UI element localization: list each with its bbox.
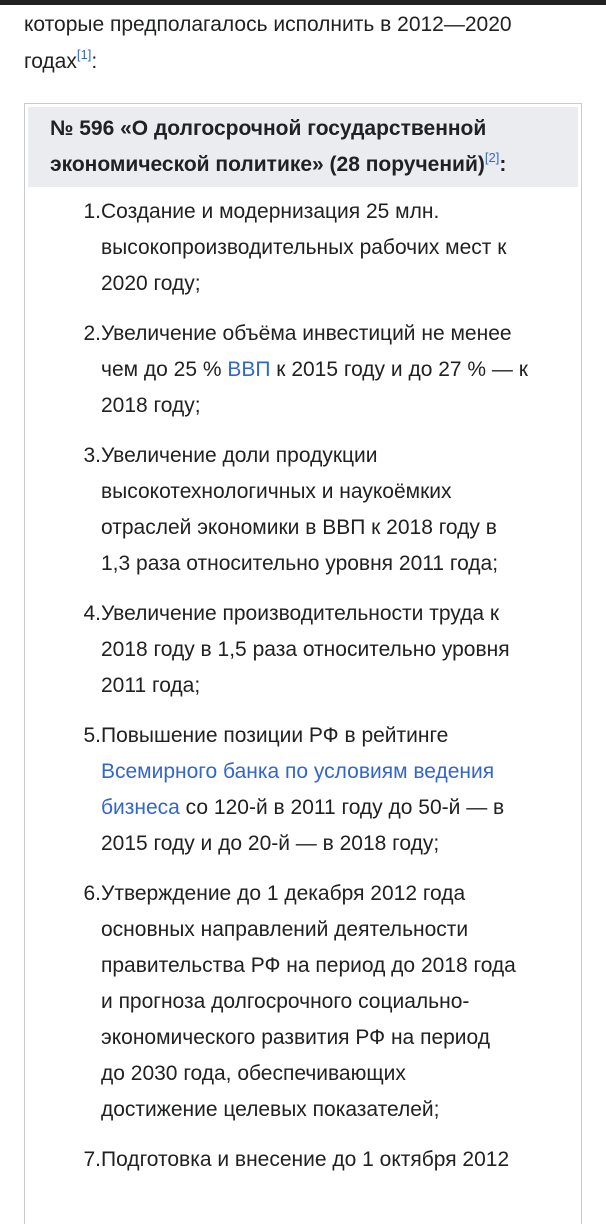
item-line [101,754,581,790]
item-number: 7. [83,1148,101,1171]
list-item [25,876,581,1128]
text-segment: со 120-й в 2011 году до 50-й — в [179,796,505,819]
text-segment: Утверждение до 1 декабря 2012 года [101,882,466,905]
item-line [101,1020,581,1056]
list-item [25,1142,581,1178]
wiki-link[interactable]: ВВП [227,358,271,381]
item-line [101,266,581,302]
text-segment: 2018 году; [101,394,201,417]
decree-title [28,107,578,187]
text-segment: 1,3 раза относительно уровня 2011 года; [101,552,499,575]
text-segment: 2018 году в 1,5 раза относительно уровня [101,638,510,661]
title-line: экономической политике» (28 поручений) [50,153,485,176]
item-line [101,912,581,948]
item-line [101,194,581,230]
text-segment: отраслей экономики в ВВП к 2018 году в [101,516,497,539]
item-line [101,388,581,424]
text-segment: правительства РФ на период до 2018 года [101,954,516,977]
item-number: 6. [83,882,101,905]
item-line [101,546,581,582]
text-segment: Увеличение доли продукции [101,444,378,467]
intro-paragraph [24,6,512,80]
item-line [101,316,581,352]
item-line [101,948,581,984]
text-segment: к 2015 году и до 27 % — к [270,358,528,381]
item-line [101,352,581,388]
wiki-link[interactable]: Всемирного банка по условиям ведения [101,760,495,783]
text-segment: высокопроизводительных рабочих мест к [101,236,507,259]
item-line [101,474,581,510]
text-segment: Повышение позиции РФ в рейтинге [101,724,449,747]
text-segment: Увеличение производительности труда к [101,602,500,625]
item-line [101,718,581,754]
item-line [101,632,581,668]
item-number: 1. [83,200,101,223]
colon: : [91,50,98,73]
item-line [101,668,581,704]
item-line [101,984,581,1020]
item-line [101,596,581,632]
colon: : [499,153,507,176]
item-number: 4. [83,602,101,625]
intro-line: которые предполагалось исполнить в 2012—2020 [24,13,512,36]
list-item [25,718,581,862]
text-segment: основных направлений деятельности [101,918,469,941]
text-segment: Подготовка и внесение до 1 октября 2012 [101,1148,510,1171]
text-segment: до 2030 года, обеспечивающих [101,1062,406,1085]
reference-link[interactable]: [1] [76,47,92,62]
text-segment: и прогноза долгосрочного социально- [101,990,470,1013]
decree-box [24,103,582,1224]
item-line [101,826,581,862]
text-segment: высокотехнологичных и наукоёмких [101,480,452,503]
text-segment: чем до 25 % [101,358,228,381]
item-number: 2. [83,322,101,345]
text-segment: 2015 году и до 20-й — в 2018 году; [101,832,440,855]
item-line [101,876,581,912]
reference-link[interactable]: [2] [484,150,500,165]
item-line [101,790,581,826]
text-segment: экономического развития РФ на период [101,1026,491,1049]
item-line [101,510,581,546]
list-item [25,596,581,704]
list-item [25,316,581,424]
item-line [101,1056,581,1092]
wiki-link[interactable]: бизнеса [101,796,180,819]
item-line [101,438,581,474]
item-line [101,1092,581,1128]
text-segment: 2011 года; [101,674,201,697]
intro-line: годах [24,50,77,73]
title-line: № 596 «О долгосрочной государственной [50,117,487,140]
decree-items-list [25,194,581,1178]
text-segment: достижение целевых показателей; [101,1098,440,1121]
item-line [101,1142,581,1178]
text-segment: Увеличение объёма инвестиций не менее [101,322,512,345]
item-line [101,230,581,266]
item-number: 3. [83,444,101,467]
status-bar [0,0,606,5]
list-item [25,194,581,302]
text-segment: 2020 году; [101,272,201,295]
item-number: 5. [83,724,101,747]
text-segment: Создание и модернизация 25 млн. [101,200,440,223]
list-item [25,438,581,582]
